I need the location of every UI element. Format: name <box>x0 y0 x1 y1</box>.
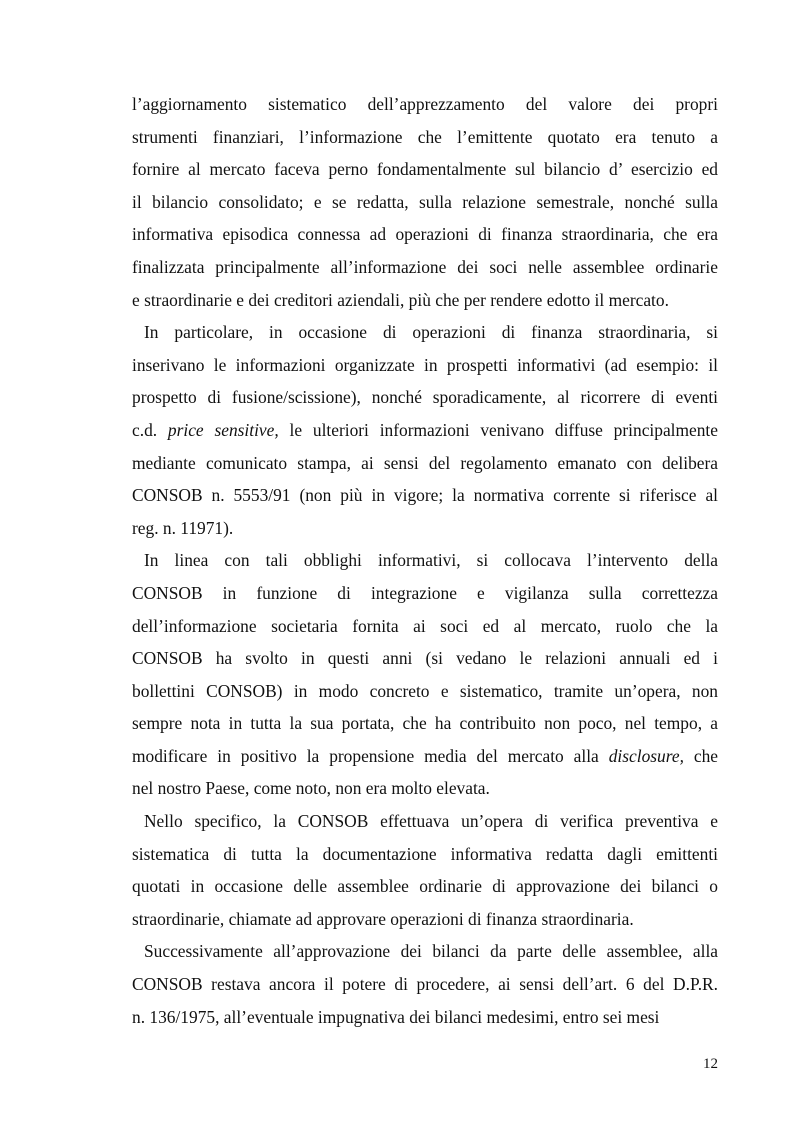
text-line <box>132 805 718 838</box>
text-line <box>132 772 718 805</box>
text-line <box>132 675 718 708</box>
text-line <box>132 544 718 577</box>
text-segment: e straordinarie e dei creditori aziendali, più che per rendere edotto il mercato. <box>132 289 669 310</box>
text-segment: inserivano le informazioni organizzate in prospetti informativi (ad esempio: il <box>132 354 718 375</box>
italic-term: price sensitive, <box>167 419 279 440</box>
text-line <box>132 186 718 219</box>
text-line <box>132 935 718 968</box>
text-segment: straordinarie, chiamate ad approvare operazioni di finanza straordinaria. <box>132 908 634 929</box>
text-line <box>132 740 718 773</box>
text-line <box>132 349 718 382</box>
text-segment: mediante comunicato stampa, ai sensi del regolamento emanato con delibera <box>132 452 718 473</box>
text-line <box>132 284 718 317</box>
text-segment: CONSOB restava ancora il potere di procedere, ai sensi dell’art. 6 del D.P.R. <box>132 974 718 995</box>
text-segment: c.d. <box>132 419 168 440</box>
text-segment: bollettini CONSOB) in modo concreto e sistematico, tramite un’opera, non <box>132 680 718 701</box>
paragraph <box>132 88 718 316</box>
text-line <box>132 707 718 740</box>
text-line <box>132 121 718 154</box>
text-line <box>132 88 718 121</box>
text-segment: informativa episodica connessa ad operazioni di finanza straordinaria, che era <box>132 224 718 245</box>
text-line <box>132 870 718 903</box>
paragraph <box>132 935 718 1033</box>
text-segment: sistematica di tutta la documentazione informativa redatta dagli emittenti <box>132 843 718 864</box>
text-line <box>132 838 718 871</box>
text-line <box>132 381 718 414</box>
paragraph <box>132 544 718 805</box>
text-line <box>132 316 718 349</box>
text-segment: In particolare, in occasione di operazioni di finanza straordinaria, si <box>144 322 718 343</box>
text-segment: Nello specifico, la CONSOB effettuava un’opera di verifica preventiva e <box>144 811 718 832</box>
text-segment: CONSOB ha svolto in questi anni (si vedano le relazioni annuali ed i <box>132 648 718 669</box>
text-segment: quotati in occasione delle assemblee ordinarie di approvazione dei bilanci o <box>132 876 718 897</box>
text-line <box>132 447 718 480</box>
text-segment: CONSOB n. 5553/91 (non più in vigore; la normativa corrente si riferisce al <box>132 485 718 506</box>
text-line <box>132 512 718 545</box>
text-line <box>132 153 718 186</box>
text-line <box>132 251 718 284</box>
text-line <box>132 642 718 675</box>
text-segment: fornire al mercato faceva perno fondamentalmente sul bilancio d’ esercizio ed <box>132 159 718 180</box>
text-line <box>132 610 718 643</box>
text-segment: nel nostro Paese, come noto, non era molto elevata. <box>132 778 490 799</box>
text-segment: Successivamente all’approvazione dei bilanci da parte delle assemblee, alla <box>144 941 718 962</box>
text-segment: CONSOB in funzione di integrazione e vigilanza sulla correttezza <box>132 582 718 603</box>
text-line <box>132 414 718 447</box>
text-segment: strumenti finanziari, l’informazione che l’emittente quotato era tenuto a <box>132 126 718 147</box>
page-number: 12 <box>703 1056 718 1072</box>
italic-term: disclosure, <box>608 745 684 766</box>
paragraph <box>132 316 718 544</box>
text-segment: le ulteriori informazioni venivano diffuse principalmente <box>278 419 718 440</box>
text-line <box>132 577 718 610</box>
text-line <box>132 903 718 936</box>
text-line <box>132 968 718 1001</box>
text-segment: l’aggiornamento sistematico dell’apprezzamento del valore dei propri <box>132 94 718 114</box>
paragraph <box>132 805 718 935</box>
document-page <box>132 88 718 1033</box>
text-segment: sempre nota in tutta la sua portata, che ha contribuito non poco, nel tempo, a <box>132 713 718 734</box>
text-line <box>132 1001 718 1034</box>
text-segment: n. 136/1975, all’eventuale impugnativa dei bilanci medesimi, entro sei mesi <box>132 1006 660 1027</box>
text-segment: In linea con tali obblighi informativi, si collocava l’intervento della <box>144 550 718 571</box>
text-line <box>132 479 718 512</box>
text-segment: dell’informazione societaria fornita ai soci ed al mercato, ruolo che la <box>132 615 718 636</box>
text-segment: che <box>683 745 718 766</box>
text-segment: reg. n. 11971). <box>132 517 234 538</box>
text-segment: finalizzata principalmente all’informazione dei soci nelle assemblee ordinarie <box>132 256 718 277</box>
text-segment: modificare in positivo la propensione media del mercato alla <box>132 745 609 766</box>
text-segment: il bilancio consolidato; e se redatta, sulla relazione semestrale, nonché sulla <box>132 191 718 212</box>
text-line <box>132 218 718 251</box>
text-segment: prospetto di fusione/scissione), nonché sporadicamente, al ricorrere di eventi <box>132 387 718 408</box>
